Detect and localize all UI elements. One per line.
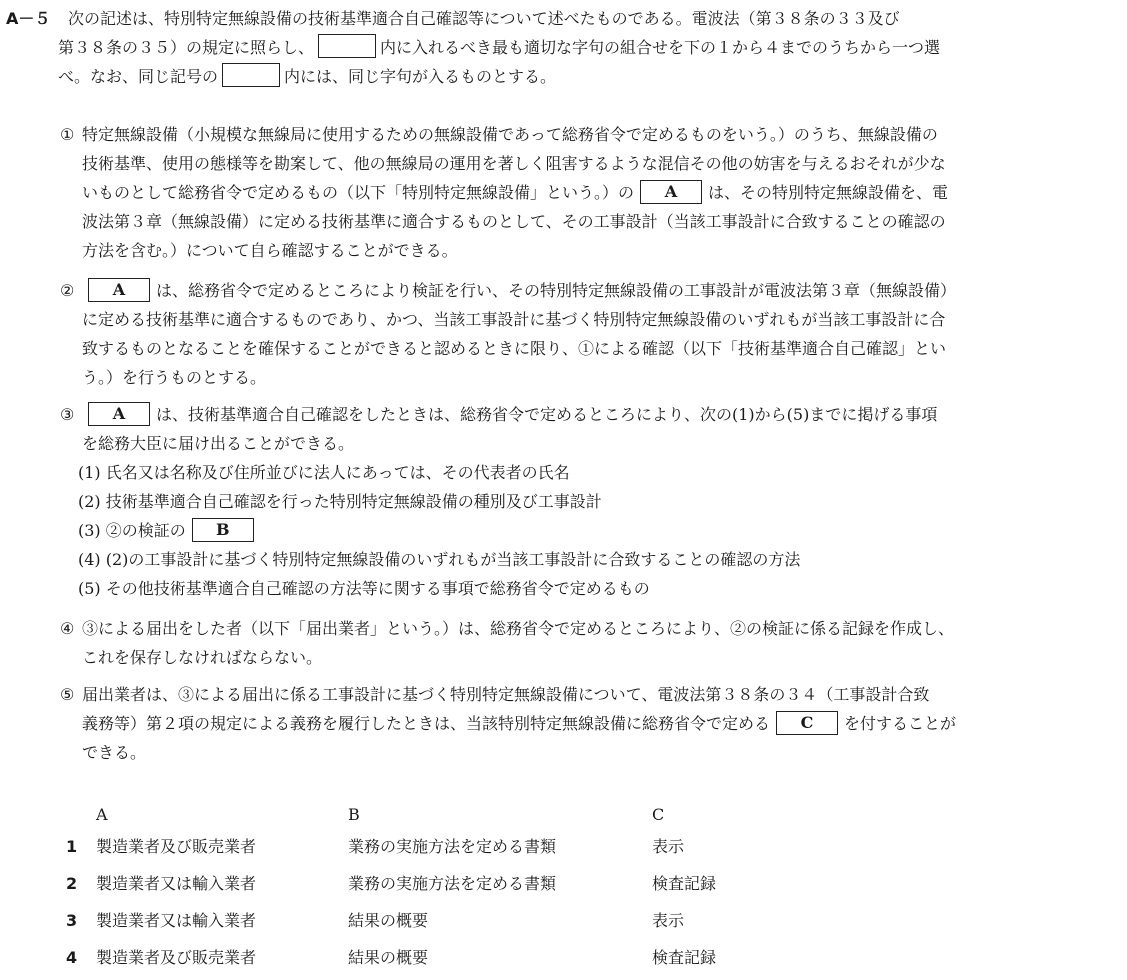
sub-item-2: (2) 技術基準適合自己確認を行った特別特定無線設備の種別及び工事設計 (78, 492, 602, 511)
statement-3 (60, 400, 1118, 458)
choice-row[interactable] (66, 832, 966, 869)
choice-number: 2 (66, 874, 78, 893)
choice-a: 製造業者又は輸入業者 (96, 874, 257, 893)
statement-line: これを保存しなければならない。 (82, 648, 323, 667)
sub-item-3 (78, 516, 1078, 545)
instruction-line-2 (58, 33, 1118, 62)
instruction-line-3 (58, 62, 1118, 91)
statement-line (82, 178, 1118, 207)
statement-line: を総務大臣に届け出ることができる。 (82, 434, 355, 453)
choice-row[interactable] (66, 869, 966, 906)
instruction-text: 内に入れるべき最も適切な字句の組合せを下の１から４までのうちから一つ選 (380, 38, 941, 57)
statement-line: 致するものとなることを確保することができると認めるときに限り、①による確認（以下「技術基準適合自己確認」とい (82, 339, 947, 358)
instruction-text: べ。なお、同じ記号の (58, 67, 219, 86)
choice-row[interactable] (66, 906, 966, 943)
statement-text: は、総務省令で定めるところにより検証を行い、その特別特定無線設備の工事設計が電波法第３章（無線設備） (156, 281, 957, 300)
choices-header-row (66, 800, 966, 832)
question-header (6, 4, 1118, 91)
statement-line: に定める技術基準に適合するものであり、かつ、当該工事設計に基づく特別特定無線設備のいずれもが当該工事設計に合 (82, 310, 946, 329)
statement-5-number: ⑤ (60, 685, 75, 704)
blank-A: A (88, 278, 150, 302)
question-instructions (58, 4, 1118, 91)
instruction-text: 内には、同じ字句が入るものとする。 (284, 67, 557, 86)
statement-line: う。）を行うものとする。 (82, 368, 267, 387)
statement-text: いものとして総務省令で定めるもの（以下「特別特定無線設備」という。）の (82, 183, 635, 202)
statement-5 (60, 680, 1118, 767)
statement-1 (60, 120, 1118, 265)
statement-3-number: ③ (60, 405, 75, 424)
statement-line: 方法を含む。）について自ら確認することができる。 (82, 241, 458, 260)
statement-line: 届出業者は、③による届出に係る工事設計に基づく特別特定無線設備について、電波法第３８条の３４（工事設計合致 (82, 685, 930, 704)
blank-A: A (88, 402, 150, 426)
statement-line (82, 709, 1118, 738)
statement-line: 特定無線設備（小規模な無線局に使用するための無線設備であって総務省令で定めるものをいう。）のうち、無線設備の (82, 125, 938, 144)
column-header-B: B (348, 805, 360, 824)
statement-2-number: ② (60, 281, 75, 300)
column-header-A: A (96, 805, 108, 824)
statement-text: は、技術基準適合自己確認をしたときは、総務省令で定めるところにより、次の(1)から(5)までに掲げる事項 (156, 405, 938, 424)
choice-b: 結果の概要 (348, 948, 429, 967)
choice-number: 1 (66, 837, 78, 856)
answer-choices-table (66, 800, 966, 980)
choice-row[interactable] (66, 943, 966, 980)
statement-4 (60, 614, 1118, 672)
statement-line: 技術基準、使用の態様等を勘案して、他の無線局の運用を著しく阻害するような混信その他の妨害を与えるおそれが少な (82, 154, 946, 173)
instruction-line-1: 次の記述は、特別特定無線設備の技術基準適合自己確認等について述べたものである。電波法（第３８条の３３及び (68, 9, 900, 28)
choice-b: 結果の概要 (348, 911, 429, 930)
choice-b: 業務の実施方法を定める書類 (348, 837, 557, 856)
choice-a: 製造業者又は輸入業者 (96, 911, 257, 930)
choice-a: 製造業者及び販売業者 (96, 837, 257, 856)
sub-item-1: (1) 氏名又は名称及び住所並びに法人にあっては、その代表者の氏名 (78, 463, 570, 482)
blank-B: B (192, 518, 254, 542)
sub-item-4: (4) (2)の工事設計に基づく特別特定無線設備のいずれもが当該工事設計に合致することの確認の方法 (78, 550, 801, 569)
question-number: A－５ (6, 9, 51, 28)
statement-line (82, 400, 1118, 429)
statement-2 (60, 276, 1118, 392)
choice-number: 4 (66, 948, 78, 967)
choice-b: 業務の実施方法を定める書類 (348, 874, 557, 893)
statement-text: は、その特別特定無線設備を、電 (708, 183, 949, 202)
statement-line (82, 276, 1118, 305)
column-header-C: C (652, 805, 665, 824)
choice-c: 検査記録 (652, 948, 717, 967)
choice-number: 3 (66, 911, 78, 930)
sub-item-5: (5) その他技術基準適合自己確認の方法等に関する事項で総務省令で定めるもの (78, 579, 650, 598)
instruction-text: 第３８条の３５）の規定に照らし、 (58, 38, 315, 57)
blank-box-symbol (318, 34, 376, 58)
blank-A: A (640, 180, 702, 204)
choice-c: 表示 (652, 837, 685, 856)
statement-text: を付することが (844, 714, 957, 733)
statement-line: ③による届出をした者（以下「届出業者」という。）は、総務省令で定めるところにより、②の検証に係る記録を作成し、 (82, 619, 955, 638)
statement-1-number: ① (60, 125, 75, 144)
choice-a: 製造業者及び販売業者 (96, 948, 257, 967)
statement-line: 波法第３章（無線設備）に定める技術基準に適合するものとして、その工事設計（当該工事設計に合致することの確認の (82, 212, 946, 231)
blank-box-symbol (222, 63, 280, 87)
choice-c: 表示 (652, 911, 685, 930)
blank-C: C (776, 711, 838, 735)
choice-c: 検査記録 (652, 874, 717, 893)
sub-item-text: (3) ②の検証の (78, 521, 186, 540)
statement-4-number: ④ (60, 619, 75, 638)
statement-text: 義務等）第２項の規定による義務を履行したときは、当該特別特定無線設備に総務省令で定める (82, 714, 771, 733)
statement-line: できる。 (82, 743, 147, 762)
